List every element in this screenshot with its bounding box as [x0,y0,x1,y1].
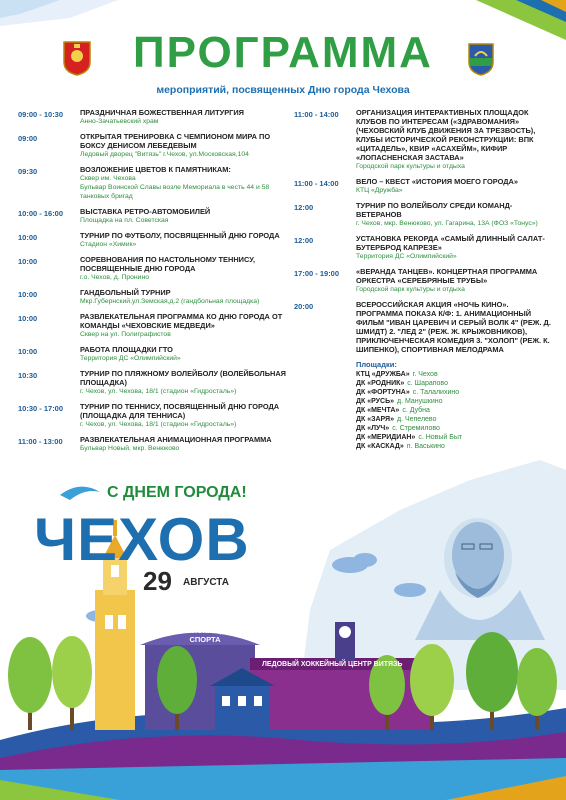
bird-icon [60,487,100,500]
event-details [356,201,556,228]
event-details [80,312,288,339]
event-time: 10:00 [18,233,38,242]
event-time: 11:00 - 14:00 [294,179,339,188]
schedule-item [294,177,556,195]
event-details [80,402,288,429]
event-time: 17:00 - 19:00 [294,269,340,278]
right-events-list [294,108,556,354]
venue-name: ДК «МЕЧТА» [356,407,400,414]
schedule-item [18,231,288,249]
venue-name: ДК «ЗАРЯ» [356,416,394,423]
venue-name: КТЦ «ДРУЖБА» [356,371,410,378]
event-place: Анно-Зачатьевский храм [80,118,159,125]
building-label-olympic: ОЛИМПИЙСКИЙ ДВОРЕЦ СПОРТА [158,626,252,644]
event-time: 09:00 - 10:30 [18,110,64,119]
event-place: Стадион «Химик» [80,241,137,248]
event-title: «ВЕРАНДА ТАНЦЕВ». КОНЦЕРТНАЯ ПРОГРАММА ОРКЕСТРА «СЕРЕБРЯНЫЕ ТРУБЫ» [356,267,538,285]
event-place: Территория ДС «Олимпийский» [80,355,181,362]
event-details [80,207,288,225]
page-subtitle: мероприятий, посвященных Дню города Чехова [156,84,410,96]
schedule-item [294,300,556,354]
event-place: Городской парк культуры и отдыха [356,286,465,293]
event-details [80,288,288,306]
schedule-item [18,108,288,126]
schedule-right-column [294,108,556,451]
event-details [80,369,288,396]
event-title: ГАНДБОЛЬНЫЙ ТУРНИР [80,288,171,297]
venue-item [356,379,556,388]
schedule-item [18,369,288,396]
schedule-item [18,132,288,159]
event-title: ВСЕРОССИЙСКАЯ АКЦИЯ «НОЧЬ КИНО». ПРОГРАММА ПОКАЗА К/Ф: 1. АНИМАЦИОННЫЙ ФИЛЬМ "ИВАН ЦАРЕВИЧ И СЕРЫЙ ВОЛК 4" (РЕЖ. Д. ШМИДТ) 2. "ЛЕД 2" (РЕЖ. Ж. КРЫЖОВНИКОВ), ПРИКЛЮЧЕНЧЕСКАЯ КОМЕДИЯ 3. "ХОЛОП" (РЕЖ. К. ШИПЕНКО), СПОРТИВНАЯ МЕЛОДРАМА [356,300,551,354]
event-place: г. Чехов, ул. Чехова, 18/1 (стадион «Гидросталь») [80,388,237,395]
city-illustration [0,440,566,800]
event-title: УСТАНОВКА РЕКОРДА «САМЫЙ ДЛИННЫЙ САЛАТ-БУТЕРБРОД КАПРЕЗЕ» [356,234,545,252]
venue-location: г. Чехов [412,371,438,378]
event-title: ОРГАНИЗАЦИЯ ИНТЕРАКТИВНЫХ ПЛОЩАДОК КЛУБОВ ПО ИНТЕРЕСАМ («ЗДРАВОМАНИЯ» (ЧЕХОВСКИЙ КЛУБ ДВИЖЕНИЯ ЗА ТРЕЗВОСТЬ), КЛУБЫ ИСТОРИЧЕСКОЙ РЕКОНСТРУКЦИИ: ВПК «ЦИТАДЕЛЬ», КВИР «АСАХЕЙМ», КИФИР «ЛОПАСНЕНСКАЯ ЗАСТАВА» [356,108,536,162]
venue-name: ДК «ЛУЧ» [356,425,390,432]
event-time: 10:00 [18,290,38,299]
event-title: ОТКРЫТАЯ ТРЕНИРОВКА С ЧЕМПИОНОМ МИРА ПО БОКСУ ДЕНИСОМ ЛЕБЕДЕВЫМ [80,132,271,150]
event-details [356,177,556,195]
schedule-item [18,165,288,201]
event-title: ТУРНИР ПО ТЕННИСУ, ПОСВЯЩЕННЫЙ ДНЮ ГОРОДА (ПЛОЩАДКА ДЛЯ ТЕННИСА) [80,402,280,420]
event-place: г. Чехов, ул. Чехова, 18/1 (стадион «Гидросталь») [80,421,237,428]
banner-slogan: С ДНЕМ ГОРОДА! [107,484,247,501]
schedule-item [294,267,556,294]
event-title: ТУРНИР ПО ФУТБОЛУ, ПОСВЯЩЕННЫЙ ДНЮ ГОРОДА [80,231,280,240]
schedule-item [18,255,288,282]
banner-date-day: 29 [143,566,172,596]
venue-location: с. Талалихино [412,389,460,396]
venue-name: ДК «КАСКАД» [356,443,404,450]
venue-item [356,415,556,424]
event-title: ВОЗЛОЖЕНИЕ ЦВЕТОВ К ПАМЯТНИКАМ: [80,165,231,174]
venue-location: д. Манушкино [397,398,443,405]
event-details [80,231,288,249]
venues-block [356,360,556,451]
event-place: Территория ДС «Олимпийский» [356,253,457,260]
building-label-ice-center: ЛЕДОВЫЙ ХОККЕЙНЫЙ ЦЕНТР ВИТЯЗЬ [262,661,403,668]
venue-item [356,370,556,379]
event-title: ТУРНИР ПО ПЛЯЖНОМУ ВОЛЕЙБОЛУ (ВОЛЕЙБОЛЬНАЯ ПЛОЩАДКА) [80,369,286,387]
event-details [80,345,288,363]
event-time: 10:00 - 16:00 [18,209,64,218]
event-place: Бульвар Новый, мкр. Венюково [80,445,180,452]
page-title: ПРОГРАММА [133,28,433,77]
schedule-item [294,201,556,228]
event-details [356,300,556,354]
venue-location: с. Стремилово [392,425,440,432]
event-time: 10:30 [18,371,38,380]
venue-location: с. Новый Быт [418,434,463,441]
event-title: ПРАЗДНИЧНАЯ БОЖЕСТВЕННАЯ ЛИТУРГИЯ [80,108,244,117]
event-title: ТУРНИР ПО ВОЛЕЙБОЛУ СРЕДИ КОМАНД-ВЕТЕРАНОВ [356,201,513,219]
schedule-item [294,234,556,261]
venue-location: с. Шарапово [407,380,448,387]
event-title: ВЕЛО – КВЕСТ «ИСТОРИЯ МОЕГО ГОРОДА» [356,177,518,186]
venue-name: ДК «РОДНИК» [356,380,405,387]
event-place: г.о. Чехов, д. Пронино [80,274,150,281]
venue-name: ДК «ФОРТУНА» [356,389,410,396]
event-time: 11:00 - 13:00 [18,437,63,446]
event-title: РАЗВЛЕКАТЕЛЬНАЯ АНИМАЦИОННАЯ ПРОГРАММА [80,435,272,444]
event-title: РАЗВЛЕКАТЕЛЬНАЯ ПРОГРАММА КО ДНЮ ГОРОДА ОТ КОМАНДЫ «ЧЕХОВСКИЕ МЕДВЕДИ» [80,312,283,330]
event-time: 10:00 [18,347,38,356]
schedule-item [18,345,288,363]
schedule-item [18,402,288,429]
event-place: Городской парк культуры и отдыха [356,163,465,170]
event-place: г. Чехов, мкр. Венюково, ул. Гагарина, 13А (ФОЗ «Тонус») [356,220,538,227]
schedule-left-column [18,108,288,459]
event-time: 09:00 [18,134,38,143]
venue-item [356,397,556,406]
event-details [356,267,556,294]
event-details [80,132,288,159]
event-details [356,234,556,261]
venue-name: ДК «РУСЬ» [356,398,395,405]
banner-city-name: ЧЕХОВ [34,506,250,573]
schedule-item [294,108,556,171]
event-details [356,108,556,171]
event-time: 10:30 - 17:00 [18,404,64,413]
venue-name: ДК «МЕРИДИАН» [356,434,416,441]
event-place: Ледовый дворец "Витязь" г.Чехов, ул.Московская,104 [80,151,249,158]
venues-list [356,370,556,451]
event-time: 10:00 [18,314,38,323]
event-place: Сквер на ул. Полиграфистов [80,331,171,338]
venue-location: с. Дубна [402,407,430,414]
event-time: 20:00 [294,302,314,311]
venue-item [356,424,556,433]
venues-heading: Площадки: [356,360,397,369]
venue-location: п. Васькино [406,443,445,450]
schedule-item [18,207,288,225]
venue-location: д. Чепелево [396,416,437,423]
schedule-item [18,288,288,306]
event-title: ВЫСТАВКА РЕТРО-АВТОМОБИЛЕЙ [80,207,211,216]
event-time: 11:00 - 14:00 [294,110,339,119]
event-time: 10:00 [18,257,38,266]
event-place: Мкр.Губернский,ул.Земская,д.2 (гандбольная площадка) [80,298,260,305]
event-time: 12:00 [294,203,314,212]
event-place: Сквер им. Чехова Бульвар Воинской Славы возле Мемориала в честь 44 и 58 танковых бригад [80,175,270,200]
banner-date-month: АВГУСТА [183,577,230,588]
event-place: КТЦ «Дружба» [356,187,403,194]
event-time: 09:30 [18,167,38,176]
event-title: РАБОТА ПЛОЩАДКИ ГТО [80,345,173,354]
event-time: 12:00 [294,236,314,245]
venue-item [356,406,556,415]
top-left-corner-decoration [0,0,120,30]
event-place: Площадка на пл. Советская [80,217,169,224]
event-details [80,108,288,126]
event-details [80,165,288,201]
event-details [80,255,288,282]
schedule-item [18,312,288,339]
venue-item [356,388,556,397]
event-title: СОРЕВНОВАНИЯ ПО НАСТОЛЬНОМУ ТЕННИСУ, ПОСВЯЩЕННЫЕ ДНЮ ГОРОДА [80,255,256,273]
